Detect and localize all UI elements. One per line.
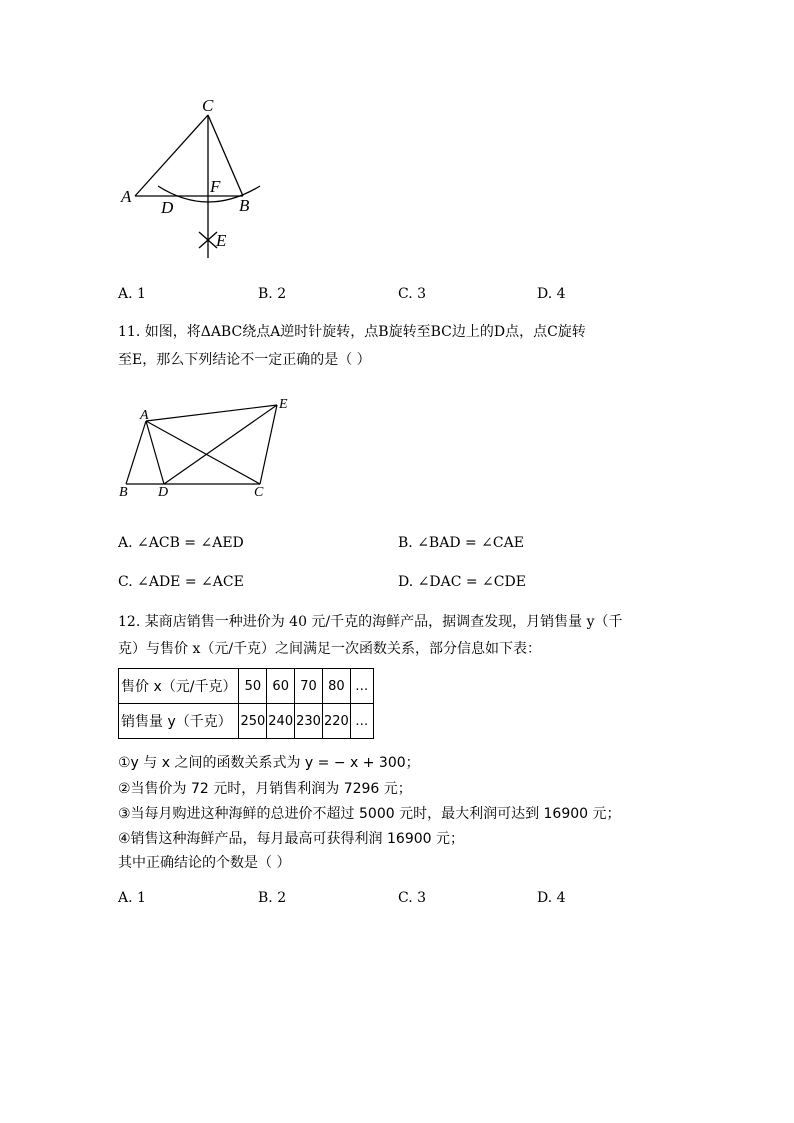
table-row	[119, 704, 374, 739]
table-cell: 50	[239, 669, 267, 704]
q10-option-d[interactable]: D. 4	[537, 286, 566, 302]
row-header-price: 售价 x（元/千克）	[119, 669, 239, 704]
q10-option-b[interactable]: B. 2	[258, 286, 287, 302]
segment-ad	[146, 421, 164, 484]
label-a: A	[121, 187, 132, 206]
table-row	[119, 669, 374, 704]
label-b: B	[239, 196, 250, 215]
row-header-sales: 销售量 y（千克）	[119, 704, 239, 739]
table-cell: 250	[239, 704, 267, 739]
label-c: C	[254, 485, 264, 500]
label-d: D	[161, 198, 174, 217]
table-cell: …	[350, 704, 373, 739]
q10-option-a[interactable]: A. 1	[118, 286, 146, 302]
label-f: F	[210, 177, 221, 196]
q11-option-c[interactable]: C. ∠ADE = ∠ACE	[118, 574, 244, 590]
segment-ac	[146, 421, 260, 484]
table-cell: …	[350, 669, 373, 704]
label-e: E	[279, 397, 288, 412]
q12-option-d[interactable]: D. 4	[537, 890, 566, 906]
q11-text-line2: 至E，那么下列结论不一定正确的是（ ）	[118, 352, 371, 368]
q11-option-b[interactable]: B. ∠BAD = ∠CAE	[398, 535, 524, 551]
q12-text-line1: 12. 某商店销售一种进价为 40 元/千克的海鲜产品，据调查发现，月销售量 y（千	[118, 614, 623, 630]
label-b: B	[119, 485, 128, 500]
label-a: A	[140, 408, 149, 423]
label-e: E	[216, 231, 227, 250]
statement-3: ③当每月购进这种海鲜的总进价不超过 5000 元时，最大利润可达到 16900 元；	[118, 806, 621, 822]
label-d: D	[158, 485, 169, 500]
q12-option-c[interactable]: C. 3	[398, 890, 427, 906]
q11-option-d[interactable]: D. ∠DAC = ∠CDE	[398, 574, 526, 590]
table-cell: 220	[322, 704, 350, 739]
statement-1: ①y 与 x 之间的函数关系式为 y = − x + 300；	[118, 755, 420, 771]
table-cell: 70	[295, 669, 323, 704]
table-cell: 240	[267, 704, 295, 739]
rotation-figure	[110, 392, 300, 502]
segment-ab	[126, 421, 146, 484]
q12-text-line2: 克）与售价 x（元/千克）之间满足一次函数关系，部分信息如下表：	[118, 641, 542, 657]
table-cell: 230	[295, 704, 323, 739]
construction-figure	[110, 90, 280, 270]
statement-4: ④销售这种海鲜产品，每月最高可获得利润 16900 元；	[118, 831, 464, 847]
q12-option-b[interactable]: B. 2	[258, 890, 287, 906]
q11-option-a[interactable]: A. ∠ACB = ∠AED	[118, 535, 244, 551]
q12-option-a[interactable]: A. 1	[118, 890, 146, 906]
table-cell: 60	[267, 669, 295, 704]
table-cell: 80	[322, 669, 350, 704]
statement-2: ②当售价为 72 元时，月销售利润为 7296 元；	[118, 781, 412, 797]
price-sales-table	[118, 668, 374, 739]
q11-text-line1: 11. 如图，将ΔABC绕点A逆时针旋转，点B旋转至BC边上的D点，点C旋转	[118, 324, 586, 340]
q12-question: 其中正确结论的个数是（ ）	[118, 855, 291, 871]
q10-option-c[interactable]: C. 3	[398, 286, 427, 302]
segment-ec	[260, 405, 277, 484]
segment-ac	[135, 115, 208, 196]
label-c: C	[202, 96, 214, 115]
